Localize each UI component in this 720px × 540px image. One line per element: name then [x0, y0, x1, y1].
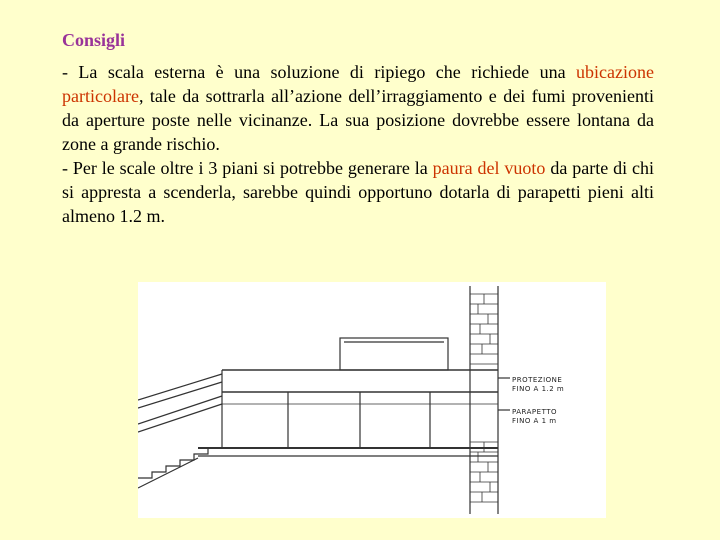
- highlight-paura-del-vuoto: paura del vuoto: [432, 158, 546, 178]
- stair-section-drawing: [138, 282, 606, 518]
- stair-handrail-upper: [138, 374, 222, 400]
- highlight-ubicazione: ubicazione particolare: [62, 62, 654, 106]
- paragraph-1-end: , tale da sottrarla all’azione dell’irraggiamento e dei fumi provenienti da aperture poste nelle vicinanze. La sua posizione dovrebbe essere lontana da zone a grande rischio.: [62, 86, 654, 154]
- paragraph-2-end: da parte di chi si appresta a scenderla, sarebbe quindi opportuno dotarla di parapetti pieni alti almeno 1.2 m.: [62, 158, 654, 226]
- stair-handrail-lower: [138, 396, 222, 424]
- parapet-note-line2: FINO A 1 m: [512, 417, 557, 425]
- paragraph-2-start: - Per le scale oltre i 3 piani si potrebbe generare la: [62, 158, 433, 178]
- technical-sketch: [138, 282, 606, 518]
- body-text: [62, 60, 654, 228]
- door-outline: [340, 338, 448, 370]
- stair-steps: [138, 448, 208, 478]
- slide-title: Consigli: [62, 30, 126, 50]
- parapet-note-line1: PARAPETTO: [512, 408, 558, 416]
- protection-note-line1: PROTEZIONE: [512, 376, 563, 384]
- paragraph-1-start: - La scala esterna è una soluzione di ripiego che richiede una: [62, 62, 577, 82]
- brick-pattern: [470, 294, 498, 502]
- protection-note-line2: FINO A 1.2 m: [512, 385, 565, 393]
